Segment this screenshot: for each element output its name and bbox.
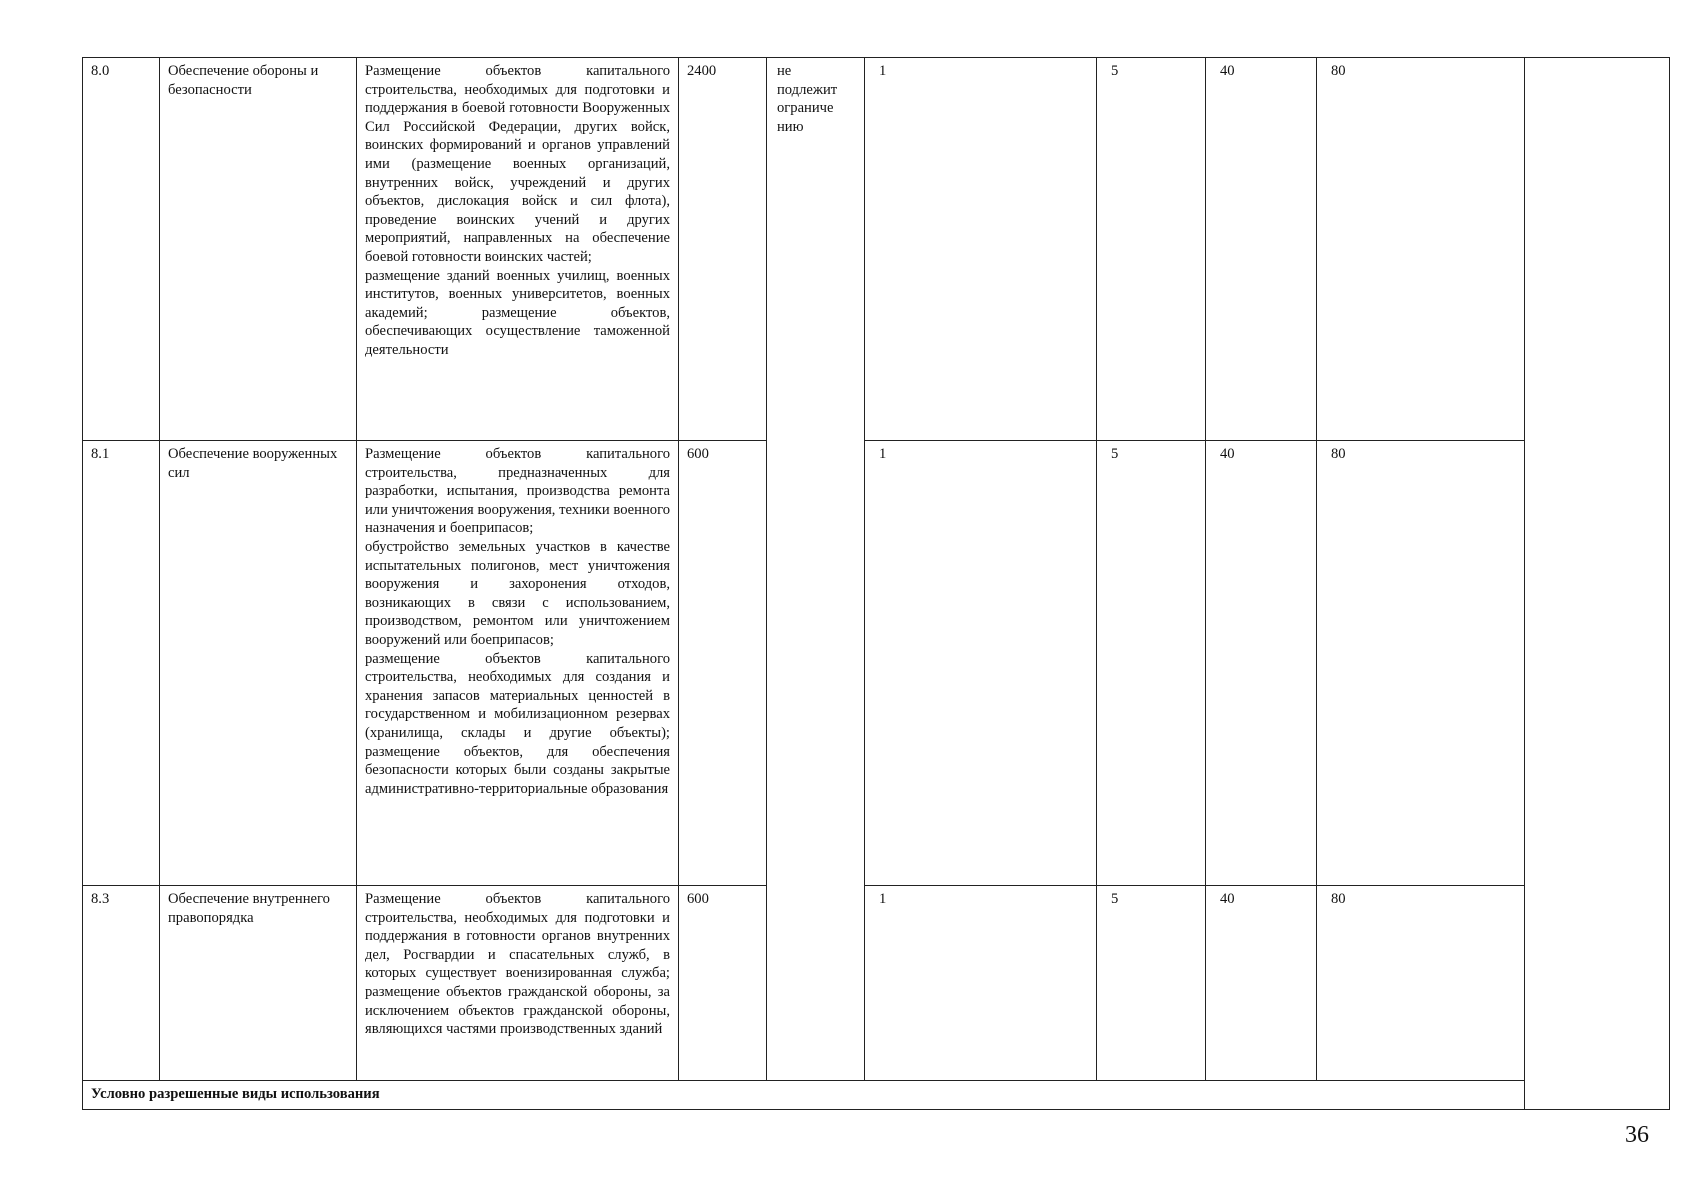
row-code: 8.0 bbox=[83, 58, 160, 441]
row-area: 600 bbox=[679, 441, 767, 886]
row-description bbox=[357, 58, 679, 441]
description-paragraph: обустройство земельных участков в качестве испытательных полигонов, мест уничтожения вооружения и захоронения отходов, возникающих в связи с использованием, производством, ремонтом или уничтожением вооружений или боеприпасов; bbox=[365, 538, 670, 648]
row-value-1: 1 bbox=[865, 886, 1097, 1081]
row-value-3: 40 bbox=[1206, 441, 1317, 886]
description-paragraph: Размещение объектов капитального строительства, необходимых для подготовки и поддержания в боевой готовности Вооруженных Сил Российской Федерации, других войск, воинских формирований и органов управлений ими (размещение военных организаций, внутренних войск, учреждений и других объектов, дислокация войск и сил флота), проведение воинских учений и других мероприятий, направленных на обеспечение боевой готовности воинских частей; bbox=[365, 63, 670, 265]
row-description bbox=[357, 886, 679, 1081]
description-paragraph: Размещение объектов капитального строительства, предназначенных для разработки, испытания, производства ремонта или уничтожения вооружения, техники военного назначения и боеприпасов; bbox=[365, 446, 670, 537]
row-value-3: 40 bbox=[1206, 58, 1317, 441]
row-limit: не подлежит ограниче нию bbox=[767, 58, 865, 1081]
row-value-4: 80 bbox=[1317, 441, 1525, 886]
zoning-table bbox=[82, 57, 1670, 1110]
section-label: Условно разрешенные виды использования bbox=[83, 1081, 1525, 1110]
page-number: 36 bbox=[1625, 1122, 1649, 1148]
table-row bbox=[83, 441, 1670, 886]
row-area: 600 bbox=[679, 886, 767, 1081]
row-code: 8.3 bbox=[83, 886, 160, 1081]
row-area: 2400 bbox=[679, 58, 767, 441]
row-value-2: 5 bbox=[1097, 886, 1206, 1081]
description-paragraph: размещение зданий военных училищ, военных институтов, военных университетов, военных академий; размещение объектов, обеспечивающих осуществление таможенной деятельности bbox=[365, 267, 670, 358]
empty-column bbox=[1525, 58, 1670, 1110]
row-value-3: 40 bbox=[1206, 886, 1317, 1081]
row-value-1: 1 bbox=[865, 441, 1097, 886]
description-paragraph: размещение объектов капитального строительства, необходимых для создания и хранения запасов материальных ценностей в государственном и мобилизационном резервах (хранилища, склады и другие объекты); размещение объектов, для обеспечения безопасности которых были созданы закрытые административно-территориальные образования bbox=[365, 650, 670, 797]
row-value-1: 1 bbox=[865, 58, 1097, 441]
row-value-2: 5 bbox=[1097, 58, 1206, 441]
description-paragraph: Размещение объектов капитального строительства, необходимых для подготовки и поддержания в готовности органов внутренних дел, Росгвардии и спасательных служб, в которых существует военизированная служба; размещение объектов гражданской обороны, за исключением объектов гражданской обороны, являющихся частями производственных зданий bbox=[365, 891, 670, 1038]
row-name: Обеспечение вооруженных сил bbox=[160, 441, 357, 886]
table-row bbox=[83, 58, 1670, 441]
row-code: 8.1 bbox=[83, 441, 160, 886]
row-description bbox=[357, 441, 679, 886]
row-value-2: 5 bbox=[1097, 441, 1206, 886]
row-name: Обеспечение внутреннего правопорядка bbox=[160, 886, 357, 1081]
row-value-4: 80 bbox=[1317, 886, 1525, 1081]
section-row bbox=[83, 1081, 1670, 1110]
row-value-4: 80 bbox=[1317, 58, 1525, 441]
table-row bbox=[83, 886, 1670, 1081]
row-name: Обеспечение обороны и безопасности bbox=[160, 58, 357, 441]
